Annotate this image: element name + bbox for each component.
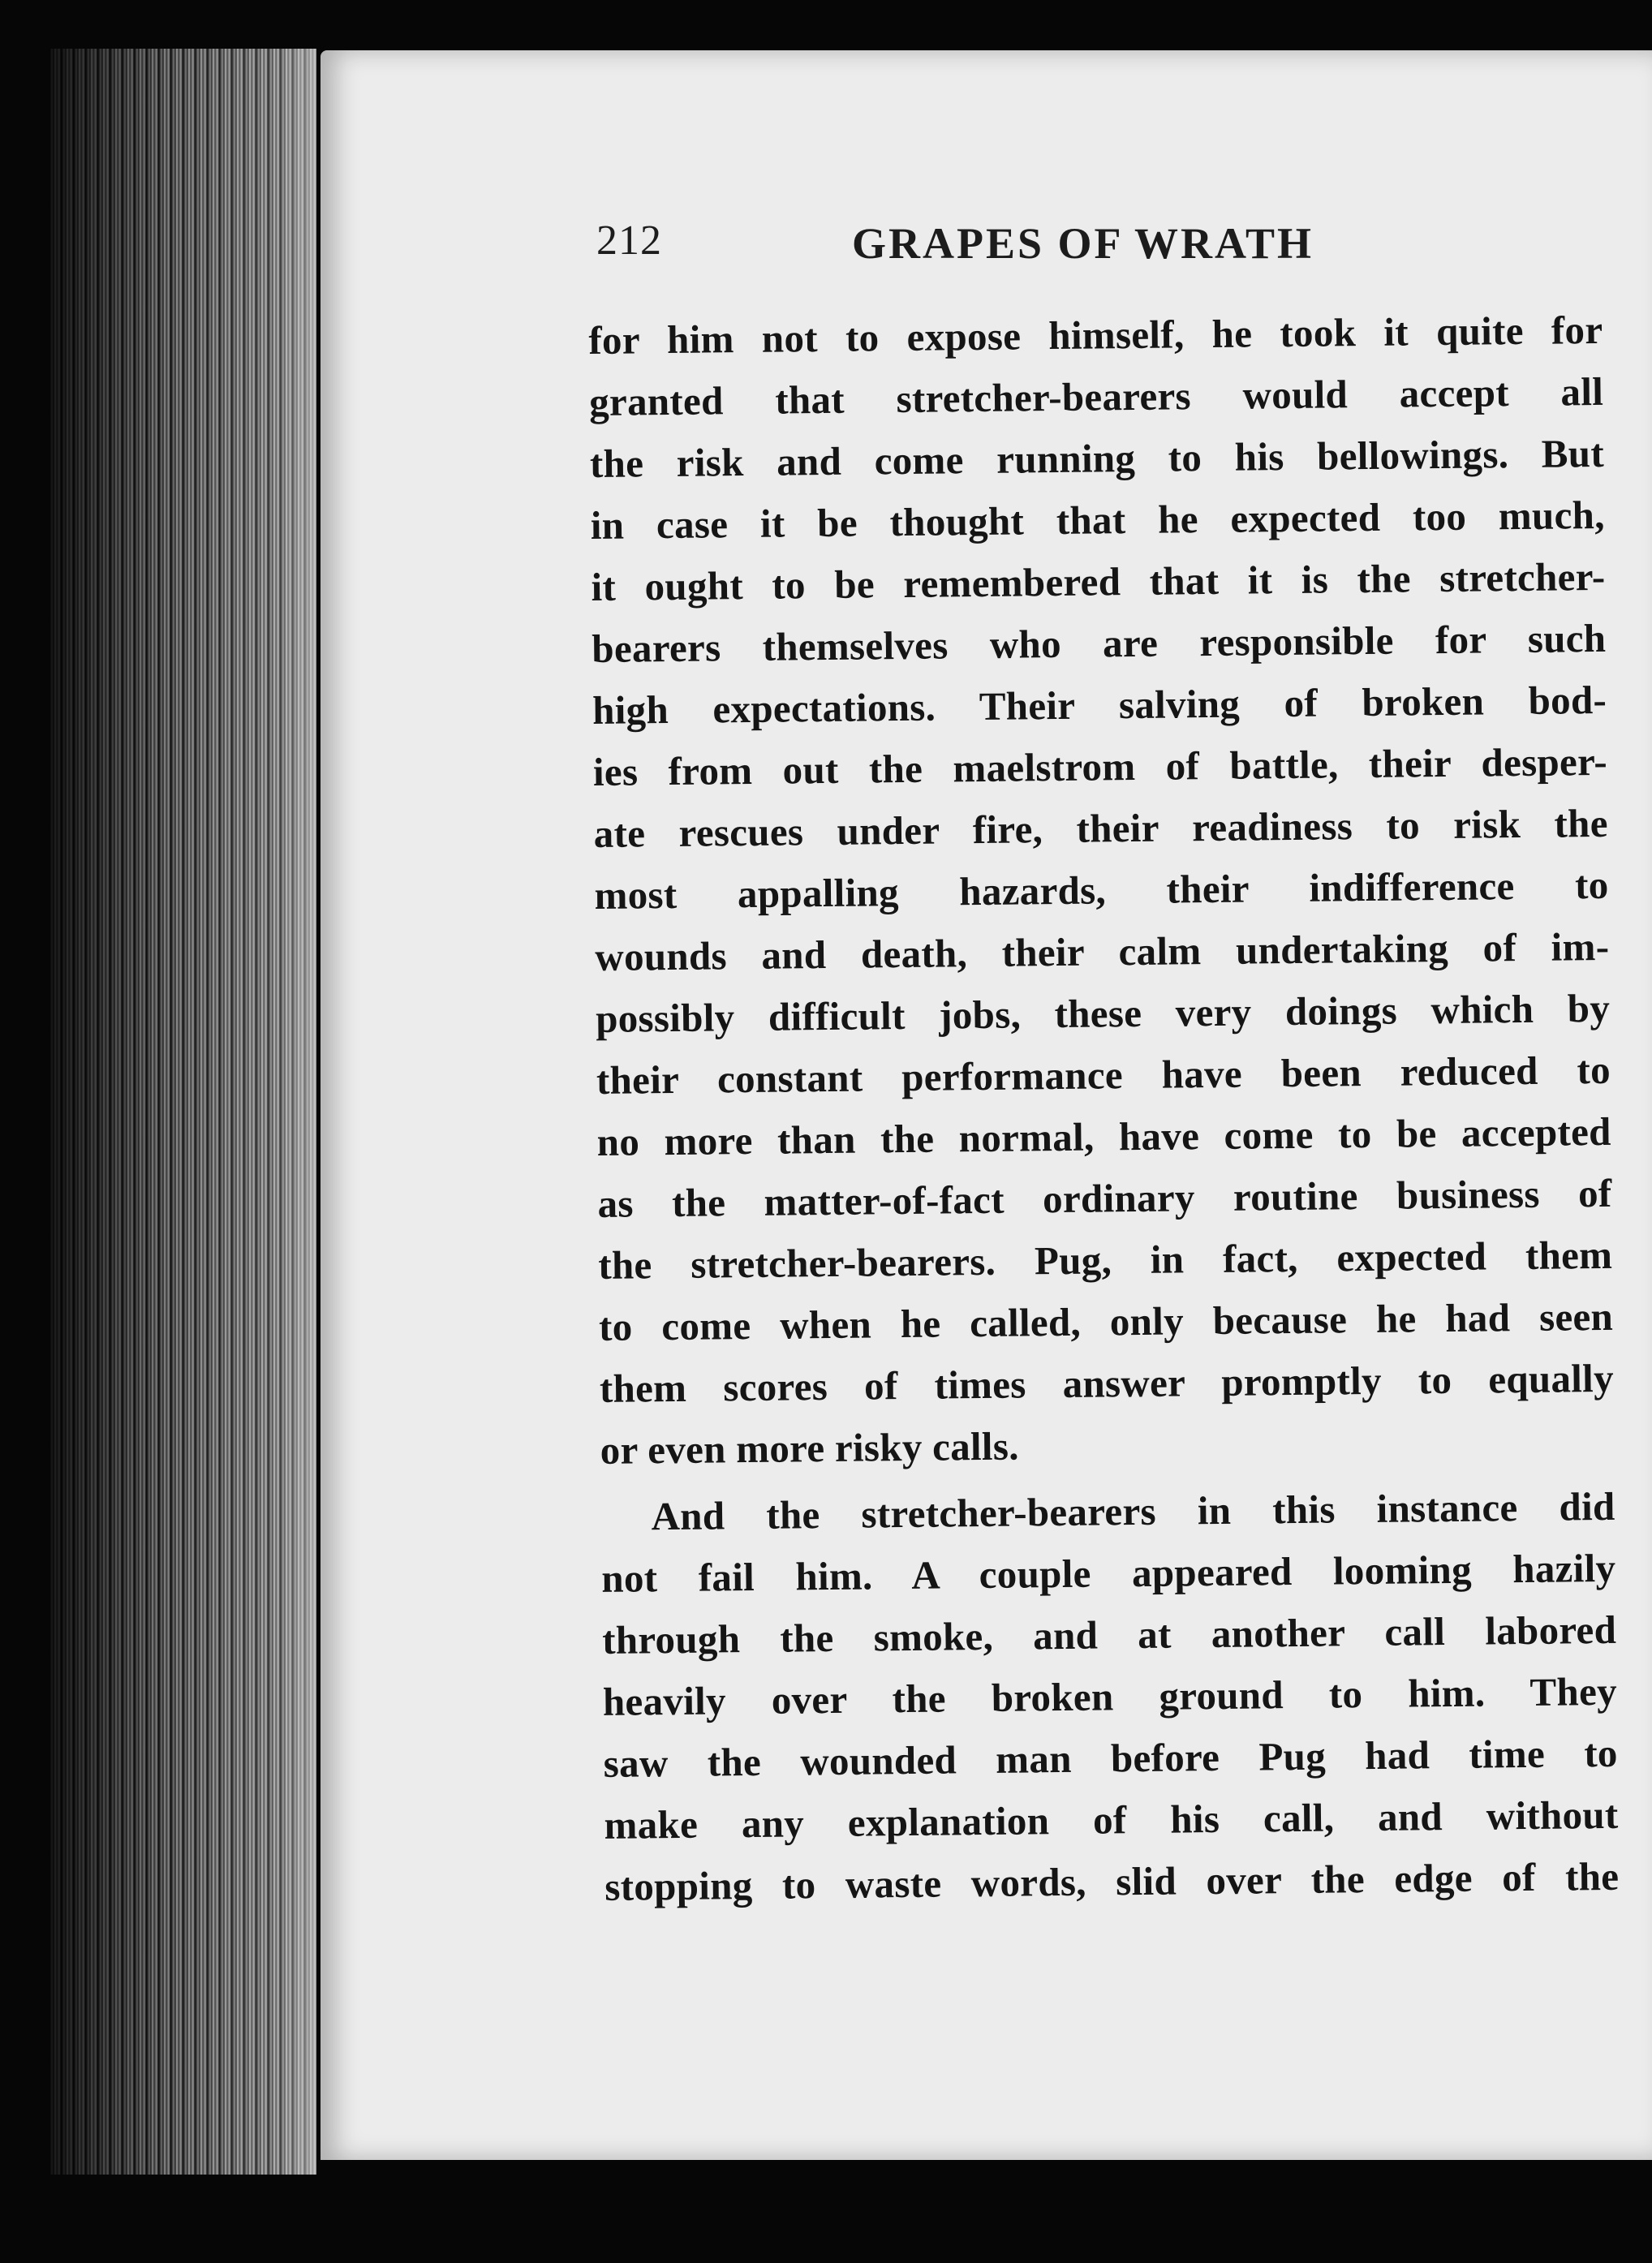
text-line: or even more risky calls.	[600, 1423, 1020, 1473]
text-line: as the matter-of-fact ordinary routine business of	[597, 1170, 1612, 1226]
text-line: through the smoke, and at another call labored	[601, 1607, 1617, 1663]
page-content	[321, 50, 1652, 2160]
text-line: wounds and death, their calm undertaking of im-	[595, 923, 1610, 979]
text-line: to come when he called, only because he had seen	[598, 1293, 1614, 1349]
text-line: make any explanation of his call, and without	[604, 1792, 1619, 1848]
text-line: ies from out the maelstrom of battle, their desper-	[592, 738, 1608, 794]
page-number: 212	[596, 217, 662, 264]
book-page	[321, 50, 1652, 2160]
paragraph-1	[588, 299, 1615, 1482]
text-line: And the stretcher-bearers in this instance did	[651, 1483, 1615, 1539]
running-head	[596, 217, 1603, 282]
body-text	[588, 299, 1620, 1918]
text-line: in case it be thought that he expected too much,	[590, 492, 1605, 548]
text-line: them scores of times answer promptly to equally	[599, 1355, 1615, 1411]
text-line: for him not to expose himself, he took it quite for	[588, 307, 1603, 363]
text-line: saw the wounded man before Pug had time to	[603, 1730, 1618, 1786]
paragraph-2	[600, 1476, 1620, 1918]
text-line: stopping to waste words, slid over the edge of the	[604, 1853, 1620, 1909]
text-line: bearers themselves who are responsible for such	[592, 615, 1607, 671]
text-line: most appalling hazards, their indifference to	[594, 862, 1609, 918]
text-line: high expectations. Their salving of broken bod-	[592, 677, 1607, 733]
text-line: the risk and come running to his bellowings. But	[589, 430, 1605, 486]
book-page-edges	[49, 49, 316, 2175]
text-line: it ought to be remembered that it is the stretcher-	[591, 553, 1606, 609]
text-line: no more than the normal, have come to be accepted	[596, 1108, 1611, 1164]
text-line: the stretcher-bearers. Pug, in fact, expected them	[598, 1232, 1613, 1288]
text-line: not fail him. A couple appeared looming hazily	[601, 1545, 1616, 1601]
text-line: possibly difficult jobs, these very doings which by	[595, 985, 1611, 1041]
text-line: granted that stretcher-bearers would accept all	[588, 368, 1604, 424]
text-line: heavily over the broken ground to him. They	[602, 1668, 1618, 1724]
text-line: their constant performance have been reduced to	[596, 1047, 1611, 1103]
book-title: GRAPES OF WRATH	[852, 219, 1314, 268]
text-line: ate rescues under fire, their readiness to risk the	[593, 800, 1608, 856]
